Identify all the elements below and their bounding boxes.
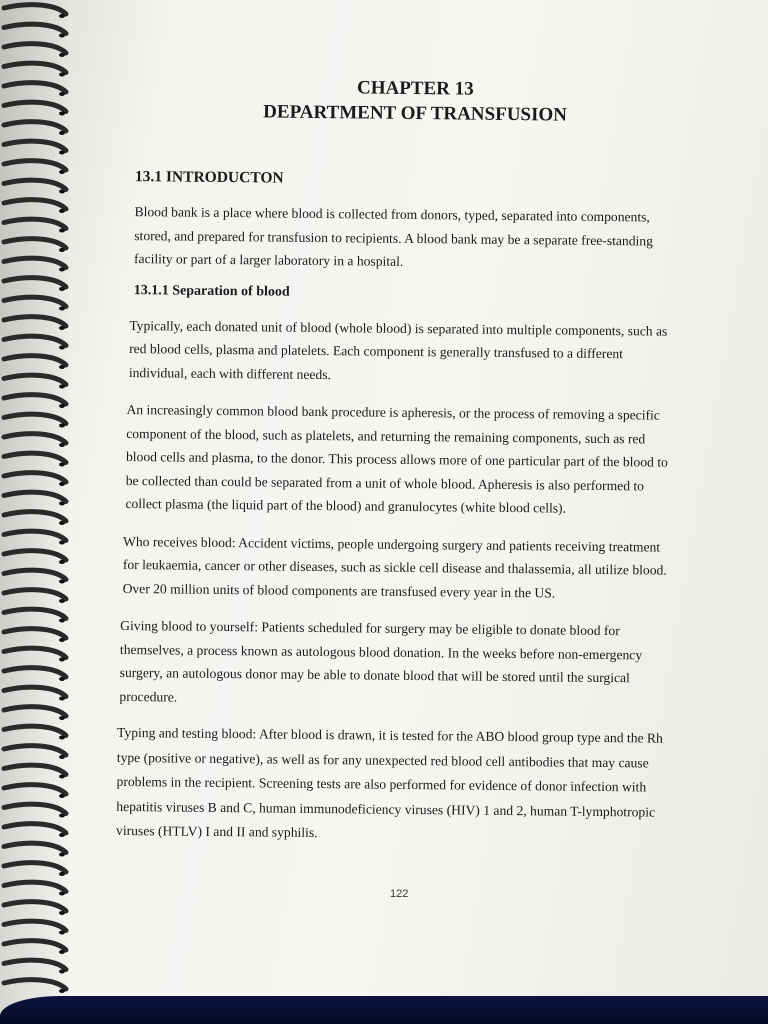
binding-coil [4, 453, 66, 462]
paragraph-typing-testing: Typing and testing blood: After blood is drawn, it is tested for the ABO blood group type and the Rh type (positive or negative), as well as for any unexpected red blood cell antibodies that may cause problems in the recipient. Screening tests are also performed for evidence of donor infection with hepatitis viruses B and C, human immunodeficiency viruses (HIV) 1 and 2, human T-lymphotropic viruses (HTLV) I and II and syphilis. [115, 724, 663, 841]
binding-hole [59, 541, 65, 545]
binding-hole [59, 190, 65, 194]
binding-coil [4, 960, 66, 969]
binding-hole [59, 950, 65, 954]
binding-coil [4, 512, 66, 521]
binding-hole [59, 443, 65, 447]
binding-coil [4, 707, 66, 716]
binding-coil [4, 980, 66, 989]
paragraph-separation: Typically, each donated unit of blood (whole blood) is separated into multiple components, such as red blood cells, plasma and platelets. Each component is generally transfused to a different individual, each with different needs. [128, 317, 668, 382]
binding-coil [4, 141, 66, 150]
binding-hole [59, 287, 65, 291]
binding-hole [59, 131, 65, 135]
binding-hole [59, 716, 65, 720]
chapter-title: DEPARTMENT OF TRANSFUSION [263, 101, 568, 126]
binding-hole [59, 404, 65, 408]
book-cover-edge [0, 996, 768, 1024]
section-heading: 13.1 INTRODUCTON [134, 168, 284, 187]
binding-hole [59, 619, 65, 623]
binding-hole [59, 853, 65, 857]
binding-coil [4, 83, 66, 92]
binding-coil [4, 278, 66, 287]
binding-coil [4, 804, 66, 813]
binding-coil [4, 785, 66, 794]
binding-coil [4, 921, 66, 930]
binding-coil [4, 24, 66, 33]
binding-coil [4, 63, 66, 72]
binding-coil [4, 414, 66, 423]
binding-coil [4, 648, 66, 657]
chapter-number: CHAPTER 13 [356, 77, 474, 100]
binding-coil [4, 395, 66, 404]
binding-coil [4, 297, 66, 306]
binding-hole [59, 599, 65, 603]
binding-coil [4, 161, 66, 170]
binding-hole [59, 775, 65, 779]
binding-hole [59, 229, 65, 233]
binding-hole [59, 833, 65, 837]
binding-coil [4, 902, 66, 911]
binding-coil [4, 44, 66, 53]
binding-coil [4, 317, 66, 326]
binding-hole [59, 970, 65, 974]
paragraph-who-receives-blood: Who receives blood: Accident victims, people undergoing surgery and patients receiving treatment for leukaemia, cancer or other diseases, such as sickle cell disease and thalassemia, all utilize blood. Over 20 million units of blood components are transfused every year in the US. [122, 533, 667, 601]
binding-hole [59, 463, 65, 467]
binding-coil [4, 863, 66, 872]
binding-coil [4, 434, 66, 443]
binding-coil [4, 375, 66, 384]
binding-hole [59, 482, 65, 486]
binding-hole [59, 112, 65, 116]
binding-coil [4, 219, 66, 228]
binding-hole [59, 170, 65, 174]
binding-hole [59, 989, 65, 993]
binding-hole [59, 326, 65, 330]
binding-hole [59, 53, 65, 57]
binding-coil [4, 882, 66, 891]
binding-hole [59, 892, 65, 896]
binding-hole [59, 424, 65, 428]
binding-coil [4, 336, 66, 345]
binding-coil [4, 239, 66, 248]
binding-hole [59, 385, 65, 389]
binding-hole [59, 814, 65, 818]
binding-coil [4, 590, 66, 599]
spiral-binding-icon [0, 0, 80, 1024]
binding-coil [4, 122, 66, 131]
binding-hole [59, 911, 65, 915]
binding-coil [4, 668, 66, 677]
binding-coil [4, 258, 66, 267]
binding-hole [59, 34, 65, 38]
binding-hole [59, 658, 65, 662]
binding-hole [59, 872, 65, 876]
binding-hole [59, 307, 65, 311]
binding-hole [59, 151, 65, 155]
binding-hole [59, 502, 65, 506]
binding-hole [59, 755, 65, 759]
binding-coil [4, 5, 66, 14]
binding-hole [59, 14, 65, 18]
binding-coil [4, 570, 66, 579]
binding-hole [59, 736, 65, 740]
binding-hole [59, 580, 65, 584]
binding-coil [4, 687, 66, 696]
binding-hole [59, 365, 65, 369]
binding-coil [4, 843, 66, 852]
page-number: 122 [390, 888, 409, 900]
paragraph-autologous-donation: Giving blood to yourself: Patients scheduled for surgery may be eligible to donate blood for themselves, a process known as autologous blood donation. In the weeks before non-emergency surgery, an autologous donor may be able to donate blood that will be stored until the surgical procedure. [119, 617, 643, 705]
binding-hole [59, 677, 65, 681]
intro-paragraph: Blood bank is a place where blood is collected from donors, typed, separated into components, stored, and prepared for transfusion to recipients. A blood bank may be a separate free-standing facility or part of a larger laboratory in a hospital. [133, 204, 654, 269]
binding-coil [4, 492, 66, 501]
binding-coil [4, 200, 66, 209]
binding-hole [59, 209, 65, 213]
binding-coil [4, 473, 66, 482]
binding-coil [4, 356, 66, 365]
binding-hole [59, 794, 65, 798]
binding-hole [59, 638, 65, 642]
binding-coil [4, 629, 66, 638]
binding-hole [59, 697, 65, 701]
binding-coil [4, 824, 66, 833]
binding-hole [59, 268, 65, 272]
binding-coil [4, 102, 66, 111]
binding-coil [4, 531, 66, 540]
binding-coil [4, 726, 66, 735]
paragraph-apheresis: An increasingly common blood bank procedure is apheresis, or the process of removing a specific component of the blood, such as platelets, and returning the remaining components, such as red blood cells and plasma, to the donor. This process allows more of one particular part of the blood to be collected than could be separated from a unit of whole blood. Apheresis is also performed to collect plasma (the liquid part of the blood) and granulocytes (white blood cells). [125, 402, 668, 516]
binding-coil [4, 765, 66, 774]
binding-coil [4, 941, 66, 950]
binding-coil [4, 551, 66, 560]
subsection-heading: 13.1.1 Separation of blood [133, 282, 290, 300]
binding-hole [59, 73, 65, 77]
binding-hole [59, 92, 65, 96]
binding-hole [59, 521, 65, 525]
binding-hole [59, 248, 65, 252]
binding-hole [59, 346, 65, 350]
binding-hole [59, 560, 65, 564]
binding-coil [4, 746, 66, 755]
binding-hole [59, 931, 65, 935]
page-content [115, 74, 673, 849]
binding-coil [4, 609, 66, 618]
binding-coil [4, 180, 66, 189]
